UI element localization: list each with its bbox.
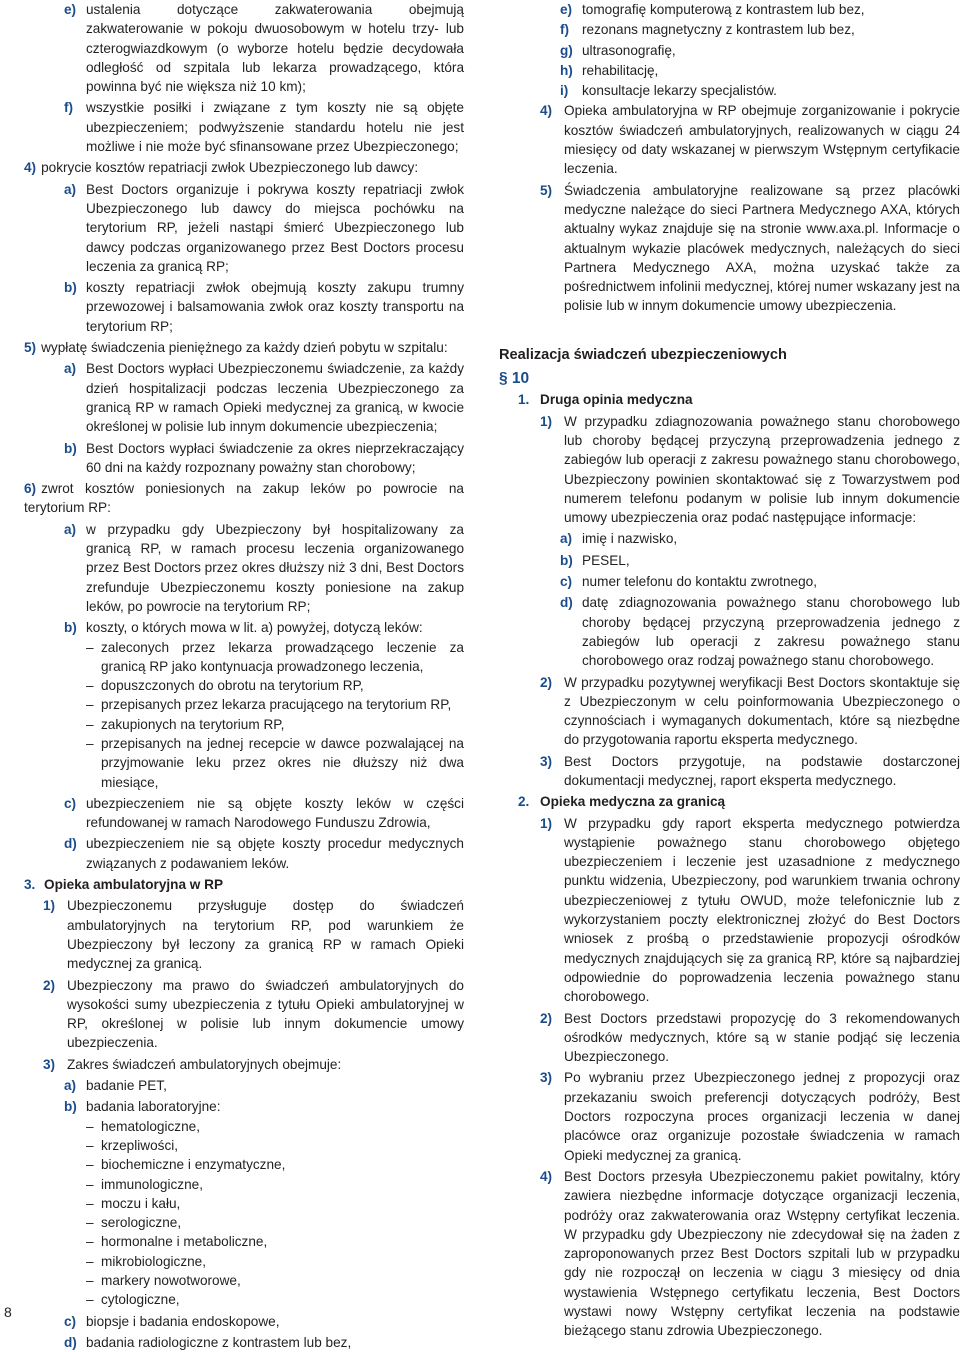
- list-item: d) ubezpieczeniem nie są objęte koszty procedur medycznych związanych z podawaniem leków.: [64, 836, 464, 871]
- list-item: 5) wypłatę świadczenia pieniężnego za każdy dzień pobytu w szpitalu:: [24, 340, 448, 356]
- dash-item: – hormonalne i metaboliczne,: [86, 1234, 268, 1250]
- dash-item: – zaleconych przez lekarza prowadzącego leczenie za granicą RP jako kontynuacja prowadzonego leczenia,: [86, 639, 464, 674]
- dash-item: – moczu i kału,: [86, 1195, 181, 1211]
- list-item: 2) W przypadku pozytywnej weryfikacji Best Doctors skontaktuje się z Ubezpieczonym w celu poinformowania Ubezpieczonego o czynnościach i wymaganych dokumentach, które są niezbędne do przygotowania raportu eksperta medycznego.: [540, 674, 960, 748]
- dash-item: – biochemiczne i enzymatyczne,: [86, 1157, 286, 1173]
- list-item: 3) Po wybraniu przez Ubezpieczonego jednej z propozycji oraz przekazaniu swoich preferencji dotyczących podróży, Best Doctors rozpoczyna proces organizacji leczenia w danej placówce oraz organizuje pozostałe świadczenia w ramach Opieki medycznej za granicą.: [540, 1070, 960, 1163]
- list-item: 4) Best Doctors przesyła Ubezpieczonemu pakiet powitalny, który zawiera niezbędne informacje dotyczące organizacji leczenia, podróży oraz zakwaterowania oraz Wstępny certyfikat leczenia. W przypadku gdy Ubezpieczony nie zdecydował się na żaden z zaproponowanych przez Best Doctors szpitali lub w przypadku gdy nie rozpoczął on leczenia w ciągu 3 miesięcy od dnia wystawienia Wstępnego certyfikatu leczenia, Best Doctors wystawi nowy Wstępny certyfikat leczenia na podstawie bieżącego stanu zdrowia Ubezpieczonego.: [540, 1168, 960, 1339]
- dash-item: – markery nowotworowe,: [86, 1273, 241, 1288]
- list-item: e) tomografię komputerową z kontrastem lub bez,: [560, 2, 865, 17]
- dash-item: – hematologiczne,: [86, 1118, 200, 1134]
- list-item: 4) Opieka ambulatoryjna w RP obejmuje zorganizowanie i pokrycie kosztów świadczeń ambulatoryjnych, realizowanych w ciągu 24 miesięcy od daty wskazanej w pierwszym Wstępnym certyfikacie leczenia.: [540, 103, 960, 177]
- dash-item: – mikrobiologiczne,: [86, 1253, 207, 1269]
- right-column: [499, 0, 960, 1341]
- list-item: 5) Świadczenia ambulatoryjne realizowane są przez placówki medyczne należące do sieci Partnera Medycznego AXA, których aktualny wykaz znajduje się na stronie www.axa.pl. Informacje o aktualnym wykazie placówek medycznych, należących do sieci Partnera Medycznego AXA, można uzyskać także za pośrednictwem infolinii medycznej, której numer wskazany jest na polisie lub w innym dokumencie umowy ubezpieczenia.: [540, 182, 960, 314]
- list-item: a) w przypadku gdy Ubezpieczony był hospitalizowany za granicą RP, w ramach procesu leczenia organizowanego przez Best Doctors przez okres dłuższy niż 3 dni, Best Doctors zrefunduje Ubezpieczonemu koszty poniesione na zakup leków, po powrocie na terytorium RP;: [64, 521, 464, 614]
- dash-item: – immunologiczne,: [86, 1176, 203, 1192]
- list-item: d) datę zdiagnozowania poważnego stanu chorobowego lub choroby będącej przyczyną przeprowadzenia jednego z zabiegów lub operacji z zakresu poważnego stanu chorobowego oraz rodzaj poważnego stanu chorobowego.: [560, 595, 960, 669]
- section-title: Realizacja świadczeń ubezpieczeniowych: [499, 346, 787, 363]
- list-item: b) Best Doctors wypłaci świadczenie za okres nieprzekraczający 60 dni na każdy rozpoznany poważny stan chorobowy;: [64, 440, 464, 475]
- list-item: 4) pokrycie kosztów repatriacji zwłok Ubezpieczonego lub dawcy:: [24, 160, 419, 176]
- list-item: i) konsultacje lekarzy specjalistów.: [560, 83, 777, 99]
- list-item: d) badania radiologiczne z kontrastem lub bez,: [64, 1334, 352, 1350]
- list-item: b) koszty repatriacji zwłok obejmują koszty zakupu trumny przewozowej i balsamowania zwłok oraz koszty transportu na terytorium RP;: [64, 280, 464, 334]
- dash-item: – zakupionych na terytorium RP,: [86, 716, 285, 732]
- list-item: f) rezonans magnetyczny z kontrastem lub bez,: [560, 22, 855, 38]
- dash-item: – przepisanych przez lekarza pracującego na terytorium RP,: [86, 697, 452, 713]
- list-item: 2) Best Doctors przedstawi propozycję do 3 rekomendowanych ośrodków medycznych, które są w stanie podjąć się leczenia Ubezpieczonego.: [540, 1010, 960, 1065]
- dash-item: – serologiczne,: [86, 1215, 182, 1231]
- list-item: 3) Zakres świadczeń ambulatoryjnych obejmuje:: [43, 1056, 342, 1072]
- list-item: b) badania laboratoryjne:: [64, 1099, 221, 1115]
- list-item: 1) W przypadku zdiagnozowania poważnego stanu chorobowego lub choroby będącej przyczyną przeprowadzenia jednego z zabiegów lub operacji z zakresu poważnego stanu chorobowego, Ubezpieczony powinien skontaktować się z Towarzystwem pod numerem telefonu podanym w polisie lub innym dokumencie umowy ubezpieczenia oraz podać następujące informacje:: [540, 413, 960, 526]
- list-item: b) PESEL,: [560, 552, 630, 568]
- paragraph-number: § 10: [499, 370, 530, 388]
- list-item: c) numer telefonu do kontaktu zwrotnego,: [560, 574, 818, 590]
- dash-item: – krzepliwości,: [86, 1137, 179, 1153]
- list-item: a) Best Doctors wypłaci Ubezpieczonemu świadczenie, za każdy dzień hospitalizacji podczas leczenia Ubezpieczonego za granicą RP w ramach Opieki medycznej za granicą, w kwocie określonej w polisie lub innym dokumencie ubezpieczenia;: [64, 361, 464, 435]
- section-heading: 2. Opieka medyczna za granicą: [518, 794, 726, 810]
- dash-item: – dopuszczonych do obrotu na terytorium RP,: [86, 678, 364, 694]
- list-item: 1) W przypadku gdy raport eksperta medycznego potwierdza wystąpienie poważnego stanu chorobowego objętego ubezpieczeniem i leczenie jest uzasadnione z medycznego punktu widzenia, Ubezpieczony, pod warunkiem trwania ochrony ubezpieczeniowej z tytułu OWUD, może telefonicznie lub z wykorzystaniem poczty elektronicznej złożyć do Best Doctors wniosek z prośbą o przedstawienie propozycji ośrodków medycznych znajdujących się za granicą RP, które są najbardziej odpowiednie do poprowadzenia leczenia poważnego stanu chorobowego.: [540, 815, 960, 1005]
- list-item: g) ultrasonografię,: [560, 42, 676, 58]
- list-item: a) imię i nazwisko,: [560, 531, 678, 547]
- list-item: c) biopsje i badania endoskopowe,: [64, 1313, 280, 1329]
- list-item: f) wszystkie posiłki i związane z tym koszty nie są objęte ubezpieczeniem; podwyższenie standardu hotelu nie jest możliwe i nie może być sfinansowane przez Ubezpieczonego;: [64, 100, 464, 155]
- dash-item: – przepisanych na jednej recepcie w dawce pozwalającej na przyjmowanie leku przez okres nie dłuższy niż dwa miesiące,: [86, 735, 464, 790]
- list-item: c) ubezpieczeniem nie są objęte koszty leków w części refundowanej w ramach Narodowego Funduszu Zdrowia,: [64, 795, 464, 831]
- list-item: a) badanie PET,: [64, 1078, 167, 1094]
- list-item: h) rehabilitację,: [560, 62, 659, 78]
- list-item: e) ustalenia dotyczące zakwaterowania obejmują zakwaterowanie w pokoju dwuosobowym w hotelu trzy- lub czterogwiazdkowym (o wyborze hotelu będzie decydowała odległość od szpitala lub lekarza prowadzącego, która powinna być nie większa niż 10 km);: [64, 2, 464, 95]
- list-item: a) Best Doctors organizuje i pokrywa koszty repatriacji zwłok Ubezpieczonego lub dawcy do miejsca pochówku na terytorium RP, jeżeli nastąpi śmierć Ubezpieczonego lub dawcy podczas organizowanego przez Best Doctors procesu leczenia za granicą RP;: [64, 181, 464, 274]
- page-number: 8: [4, 1304, 12, 1320]
- list-item: 2) Ubezpieczony ma prawo do świadczeń ambulatoryjnych do wysokości sumy ubezpieczenia z tytułu Opieki ambulatoryjnej w RP, określonej w polisie lub innym dokumencie umowy ubezpieczenia.: [43, 977, 464, 1051]
- dash-item: – cytologiczne,: [86, 1292, 180, 1308]
- list-item: b) koszty, o których mowa w lit. a) powyżej, dotyczą leków:: [64, 620, 423, 636]
- section-heading: 3. Opieka ambulatoryjna w RP: [24, 877, 224, 893]
- section-heading: 1. Druga opinia medyczna: [518, 392, 693, 408]
- list-item: 3) Best Doctors przygotuje, na podstawie dostarczonej dokumentacji medycznej, raport eksperta medycznego.: [540, 753, 960, 788]
- list-item: 1) Ubezpieczonemu przysługuje dostęp do świadczeń ambulatoryjnych na terytorium RP, pod warunkiem że Ubezpieczony był leczony za granicą RP w ramach Opieki medycznej za granicą.: [43, 898, 464, 972]
- left-column: [24, 0, 464, 1352]
- list-item: 6) zwrot kosztów poniesionych na zakup leków po powrocie na terytorium RP:: [24, 481, 464, 516]
